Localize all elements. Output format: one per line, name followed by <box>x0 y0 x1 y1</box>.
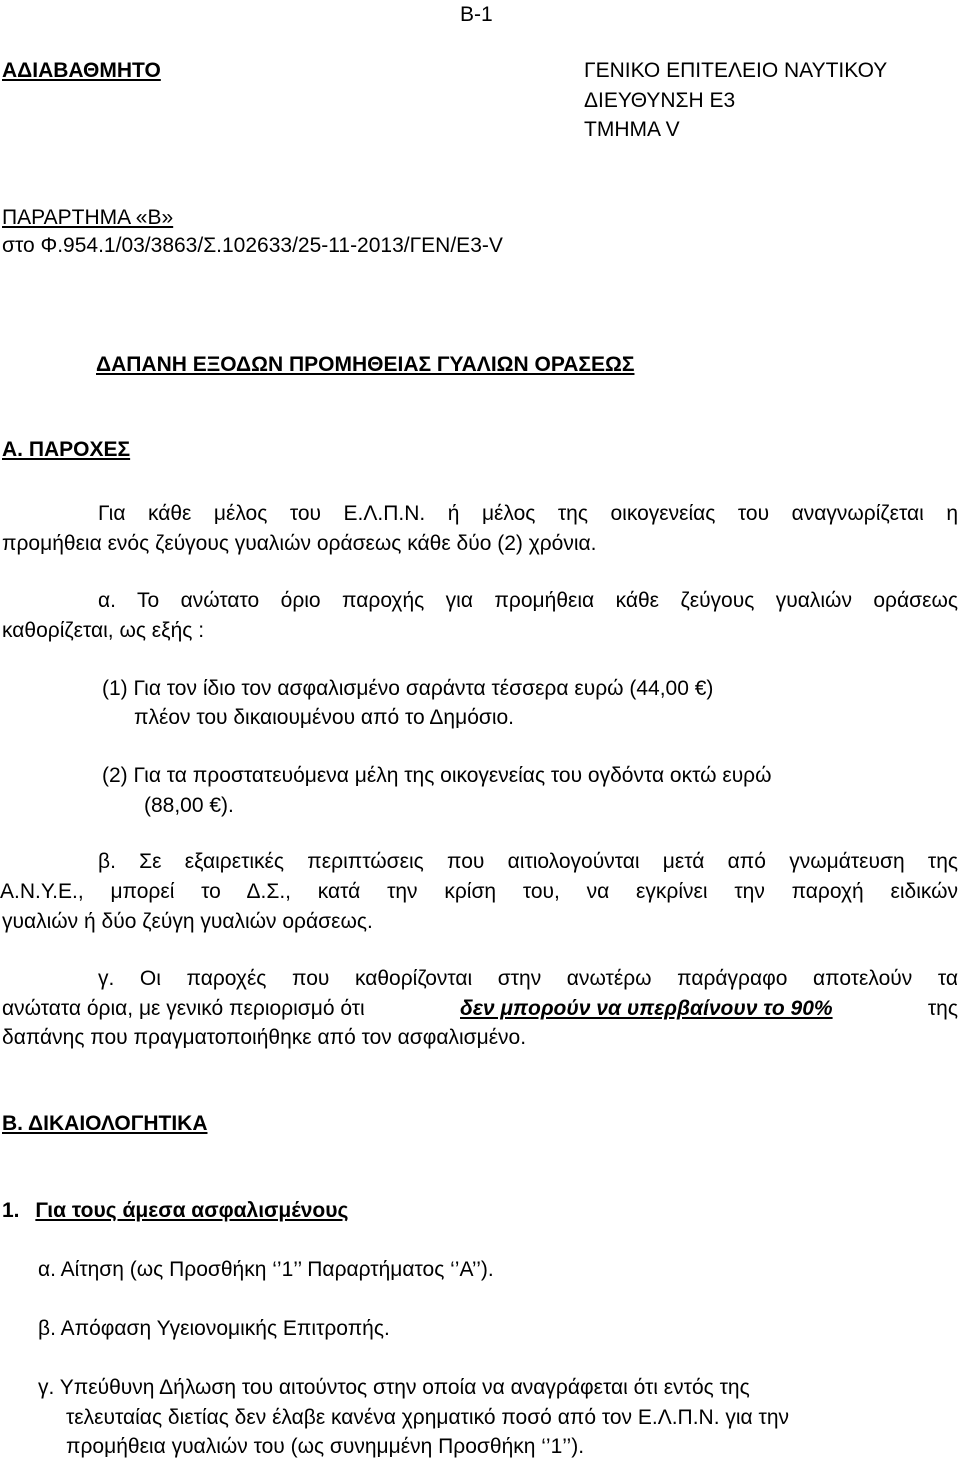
beta-line-1: β. Σε εξαιρετικές περιπτώσεις που αιτιολογούνται μετά από γνωμάτευση της <box>98 850 958 873</box>
gamma-line-1: γ. Οι παροχές που καθορίζονται στην ανωτέρω παράγραφο αποτελούν τα <box>98 967 958 990</box>
page-number: B-1 <box>460 3 493 26</box>
intro-line-1: Για κάθε μέλος του Ε.Λ.Π.Ν. ή μέλος της οικογενείας του αναγνωρίζεται η <box>98 502 958 525</box>
subsection-1-number: 1. <box>2 1199 20 1222</box>
doc-item-a: α. Αίτηση (ως Προσθήκη ‘’1’’ Παραρτήματος ‘’Α’’). <box>38 1258 494 1281</box>
subsection-1-heading <box>2 1198 348 1224</box>
item-1-line-1: (1) Για τον ίδιο τον ασφαλισμένο σαράντα τέσσερα ευρώ (44,00 €) <box>102 677 714 700</box>
gamma-line-2-start: ανώτατα όρια, με γενικό περιορισμό ότι <box>2 997 365 1020</box>
item-2-line-1: (2) Για τα προστατευόμενα μέλη της οικογενείας του ογδόντα οκτώ ευρώ <box>102 764 772 787</box>
annex-title: ΠΑΡΑΡΤΗΜΑ «Β» <box>2 206 174 229</box>
issuer-line-2: ΔΙΕΥΘΥΝΣΗ Ε3 <box>584 89 736 112</box>
gamma-line-2-end: της <box>927 997 958 1020</box>
item-1-line-2: πλέον του δικαιουμένου από το Δημόσιο. <box>134 706 515 729</box>
doc-item-c-line-2: τελευταίας διετίας δεν έλαβε κανένα χρηματικό ποσό από τον Ε.Λ.Π.Ν. για την <box>66 1406 790 1429</box>
doc-item-b: β. Απόφαση Υγειονομικής Επιτροπής. <box>38 1317 390 1340</box>
alpha-line-1: α. Το ανώτατο όριο παροχής για προμήθεια κάθε ζεύγους γυαλιών οράσεως <box>98 589 958 612</box>
gamma-line-3: δαπάνης που πραγματοποιήθηκε από τον ασφαλισμένο. <box>2 1026 527 1049</box>
alpha-line-2: καθορίζεται, ως εξής : <box>2 619 205 642</box>
section-b-heading: Β. ΔΙΚΑΙΟΛΟΓΗΤΙΚΑ <box>2 1112 208 1135</box>
issuer-line-1: ΓΕΝΙΚΟ ΕΠΙΤΕΛΕΙΟ ΝΑΥΤΙΚΟΥ <box>584 59 888 82</box>
subsection-1-title: Για τους άμεσα ασφαλισμένους <box>35 1199 349 1222</box>
gamma-line-2 <box>2 996 958 1022</box>
item-2-line-2: (88,00 €). <box>144 794 234 817</box>
annex-reference: στο Φ.954.1/03/3863/Σ.102633/25-11-2013/ΓΕΝ/Ε3-V <box>2 234 503 257</box>
main-title: ΔΑΠΑΝΗ ΕΞΟΔΩΝ ΠΡΟΜΗΘΕΙΑΣ ΓΥΑΛΙΩΝ ΟΡΑΣΕΩΣ <box>96 353 635 376</box>
issuer-line-3: ΤΜΗΜΑ V <box>584 118 680 141</box>
gamma-emphasis: δεν μπορούν να υπερβαίνουν το 90% <box>460 997 833 1020</box>
doc-item-c-line-1: γ. Υπεύθυνη Δήλωση του αιτούντος στην οποία να αναγράφεται ότι εντός της <box>38 1376 750 1399</box>
doc-item-c-line-3: προμήθεια γυαλιών του (ως συνημμένη Προσθήκη ‘’1’’). <box>66 1435 585 1458</box>
beta-line-2: Α.Ν.Υ.Ε., μπορεί το Δ.Σ., κατά την κρίση του, να εγκρίνει την παροχή ειδικών <box>0 880 958 903</box>
beta-line-3: γυαλιών ή δύο ζεύγη γυαλιών οράσεως. <box>2 910 373 933</box>
intro-line-2: προμήθεια ενός ζεύγους γυαλιών οράσεως κάθε δύο (2) χρόνια. <box>2 532 597 555</box>
classification-label: ΑΔΙΑΒΑΘΜΗΤΟ <box>2 59 161 82</box>
section-a-heading: Α. ΠΑΡΟΧΕΣ <box>2 438 131 461</box>
